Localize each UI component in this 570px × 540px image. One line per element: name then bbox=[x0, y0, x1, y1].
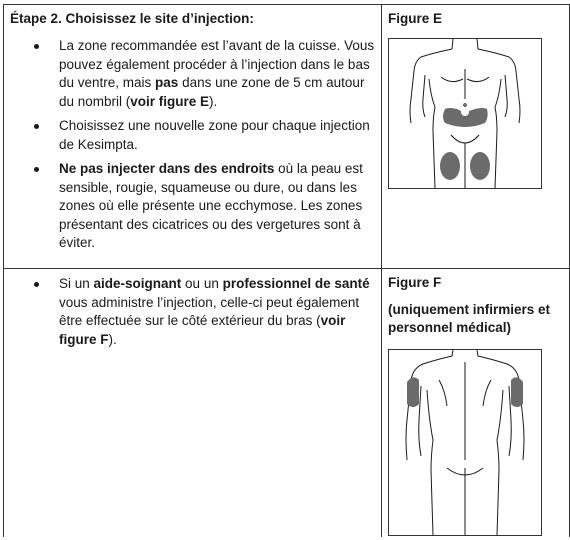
bold-text: Ne pas injecter dans des endroits bbox=[59, 161, 275, 176]
body-text: Choisissez une nouvelle zone pour chaque injection de Kesimpta. bbox=[59, 118, 370, 152]
front-body-illustration bbox=[389, 39, 541, 188]
figure-f-label: Figure F bbox=[388, 275, 442, 290]
body-text: ). bbox=[108, 331, 117, 347]
bullet-item bbox=[4, 275, 376, 349]
body-text: ). bbox=[209, 93, 218, 109]
figure-f-cell bbox=[382, 269, 569, 537]
body-text: où la peau est sensible, rougie, squameuse ou dure, ou dans les zones où elle présente une ecchymose. Les zones présentant des cicatrices ou des vergetures sont à éviter. bbox=[59, 161, 363, 250]
bold-text: pas bbox=[155, 75, 179, 90]
bold-text: professionnel de santé bbox=[222, 276, 370, 291]
step-title: Étape 2. Choisissez le site d’injection: bbox=[10, 11, 254, 26]
bullet-item bbox=[4, 117, 376, 154]
back-body-illustration bbox=[389, 350, 541, 535]
step-cell bbox=[4, 5, 381, 268]
bullet-dot bbox=[34, 44, 39, 49]
instruction-list-bottom bbox=[4, 275, 376, 349]
bullet-dot bbox=[34, 124, 39, 129]
figure-e-cell bbox=[382, 5, 569, 268]
bold-text: aide-soignant bbox=[93, 276, 182, 291]
body-text: La zone recommandée est l’avant de la cuisse. Vous pouvez également procéder à l’injection dans le bas du ventre, mais bbox=[59, 38, 375, 90]
bold-text: voir figure F bbox=[59, 313, 346, 347]
instruction-list-top bbox=[4, 37, 376, 253]
figure-f-image bbox=[388, 349, 542, 536]
bullet-dot bbox=[34, 167, 39, 172]
bold-text: voir figure E bbox=[130, 93, 210, 109]
body-text: Si un bbox=[59, 276, 94, 291]
bullet-item bbox=[4, 160, 376, 253]
figure-e-image bbox=[388, 38, 542, 189]
body-text: dans une zone de 5 cm autour du nombril ( bbox=[59, 75, 365, 109]
caregiver-cell bbox=[4, 269, 381, 537]
figure-f-note: (uniquement infirmiers et personnel médical) bbox=[388, 302, 551, 335]
figure-e-label: Figure E bbox=[388, 11, 443, 26]
instruction-table bbox=[3, 4, 570, 537]
bullet-dot bbox=[34, 282, 39, 287]
body-text: ou un bbox=[181, 276, 223, 291]
bullet-item bbox=[4, 37, 376, 111]
body-text: vous administre l’injection, celle-ci peut également être effectuée sur le côté extérieur du bras ( bbox=[59, 294, 360, 328]
